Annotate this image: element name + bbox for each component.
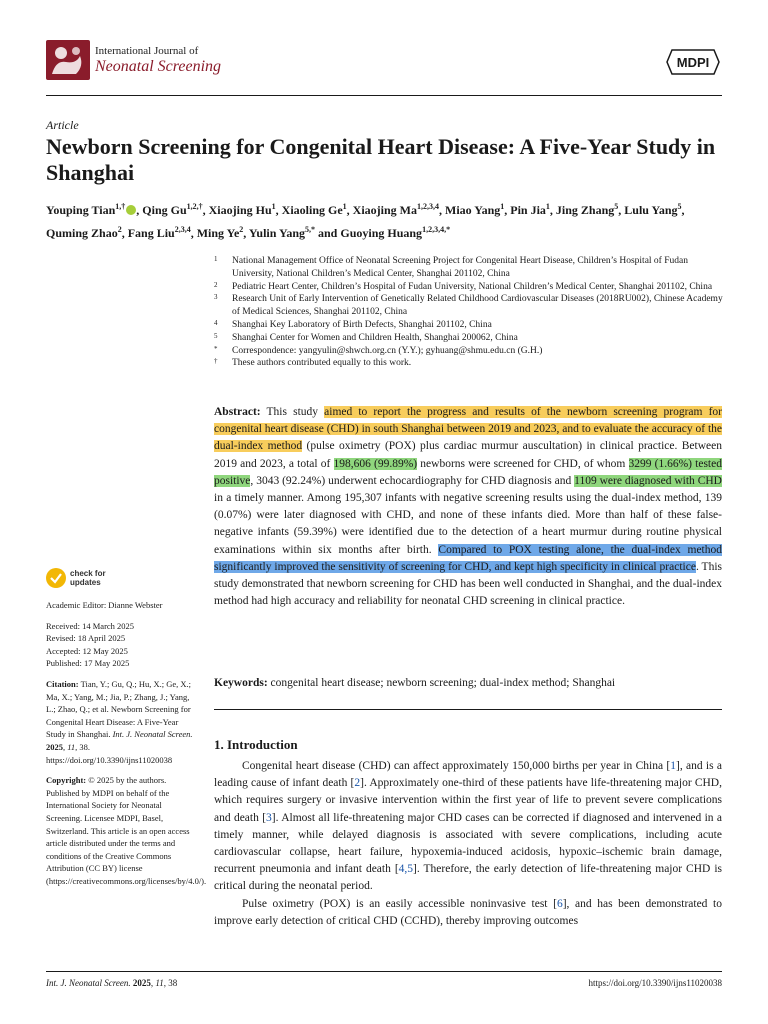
affiliation-item <box>214 357 724 370</box>
journal-name-line1: International Journal of <box>95 45 199 57</box>
affiliation-mark: 2 <box>214 280 218 289</box>
author-affiliation-marks: 2 <box>117 225 122 234</box>
abstract-text: , 3043 (92.24%) underwent echocardiography for CHD diagnosis and <box>250 474 575 487</box>
footer-article-number: , 38 <box>163 978 178 988</box>
mdpi-logo[interactable] <box>666 48 720 76</box>
citation-text: Tian, Y.; Gu, Q.; Hu, X.; Ge, X.; Ma, X.; Yang, M.; Jia, P.; Zhang, J.; Yang, L.; Zhao, Q.; et al. Newborn Screening for Congenital Heart Disease: A Five-Year Study in Shanghai. <box>46 678 192 740</box>
reference-link[interactable]: 1 <box>670 760 676 772</box>
body-text: Congenital heart disease (CHD) can affect approximately 150,000 births per year in China [ <box>242 760 671 772</box>
author-name: Pin Jia <box>510 203 546 217</box>
author[interactable] <box>209 203 276 217</box>
citation: Citation: Tian, Y.; Gu, Q.; Hu, X.; Ge, X.; Ma, X.; Yang, M.; Jia, P.; Zhang, J.; Yang, L.; Zhao, Q.; et al. Newborn Screening for Congenital Heart Disease: A Five-Year Study in Shanghai. Int. J. Neonatal Screen. 2025, 11, 38. https://doi.org/10.3390/ijns11020038 <box>46 678 193 765</box>
journal-logo <box>46 40 90 80</box>
author-name: Ming Ye <box>196 226 240 240</box>
affiliation-text: These authors contributed equally to this work. <box>232 358 412 369</box>
body-text: ], and is a leading cause of infant death [ <box>214 760 722 790</box>
keywords-divider <box>214 709 722 710</box>
author-list: Youping Tian$^{1,\dagger}$ , Qing $Gu^{1,2,\dagger}$, Xiaojing Hu$^1$, Xiaoling Ge$^1$, Xiaojing Ma$^{1,2,3,4}$, Miao Yang$^1$, Pin Jia$^1$, Jing Zhang$^5$, Lulu Yang$^5$, Quming Zhao$^2$, Fang Liu$^{2,3,4}$, Ming Ye$^2$, Yulin Yang$^{5,*}$ and Guoying Huang$^{1,2,3,4,*}$ <box>46 202 685 240</box>
author-affiliation-marks: 5 <box>614 202 619 211</box>
abstract-text: (pulse oximetry (POX) plus cardiac murmur auscultation) in clinical practice. Between 2019 and 2023, a total of <box>214 440 722 470</box>
author-affiliation-marks: 5 <box>677 202 682 211</box>
affiliation-text: National Management Office of Neonatal Screening Project for Congenital Heart Disease, Children’s Hospital of Fudan University, National Children’s Medical Center, Shanghai 201102, China <box>232 256 688 279</box>
affiliation-item <box>214 293 724 319</box>
body-text: ], and has been demonstrated to improve early detection of critical CHD (CCHD), thereby improving outcomes <box>214 897 722 927</box>
abstract-text: This study <box>260 406 325 418</box>
author[interactable] <box>282 203 347 217</box>
footer-doi[interactable]: https://doi.org/10.3390/ijns11020038 <box>588 978 722 988</box>
affiliation-mark: † <box>214 357 218 366</box>
author[interactable] <box>624 203 681 217</box>
reference-link[interactable]: 4,5 <box>398 863 414 876</box>
author[interactable] <box>128 226 191 240</box>
footer-volume: 11 <box>155 978 164 988</box>
introduction-body <box>214 758 722 930</box>
affiliations <box>214 255 724 370</box>
author-affiliation-marks: 1 <box>271 202 276 211</box>
affiliation-item <box>214 255 724 281</box>
check-updates-line2: updates <box>70 578 101 587</box>
footer-journal: Int. J. Neonatal Screen. <box>46 978 131 988</box>
affiliation-item <box>214 281 724 294</box>
author[interactable] <box>340 226 450 240</box>
author[interactable] <box>142 203 202 217</box>
article-type: Article <box>46 118 79 132</box>
citation-doi[interactable]: , 38. https://doi.org/10.3390/ijns11020038 <box>46 741 173 765</box>
highlighted-text: Compared to POX testing alone, the dual-index method significantly improved the sensitivity of screening for CHD, and kept high specificity in clinical practice <box>214 543 722 573</box>
article-title: Newborn Screening for Congenital Heart Disease: A Five-Year Study in Shanghai <box>46 134 716 185</box>
author-affiliation-marks: 1 <box>342 202 347 211</box>
section-heading-introduction: 1. Introduction <box>214 737 298 752</box>
affiliation-text: Research Unit of Early Intervention of Genetically Related Childhood Cardiovascular Diseases (2018RU002), Chinese Academy of Medical Sciences, Shanghai 201102, China <box>232 294 723 318</box>
author[interactable] <box>197 226 244 240</box>
affiliation-mark: 1 <box>214 255 218 263</box>
abstract <box>214 404 722 610</box>
author-name: Qing Gu <box>142 203 187 217</box>
abstract-text: in a timely manner. Among 195,307 infants with negative screening results using the dual-index method, 139 (0.07%) were later diagnosed with CHD, and none of these infants died. More than half of these false-negative infants (59.39%) were identified due to the detection of a heart murmur during routine physical examinations within six months after birth. <box>214 492 722 556</box>
author-affiliation-marks: 1 <box>545 202 550 211</box>
author-name: Yulin Yang <box>248 226 305 240</box>
keywords-label: Keywords: <box>214 677 268 689</box>
orcid-icon[interactable] <box>126 205 136 215</box>
author-name: Xiaojing Hu <box>208 203 272 217</box>
affiliation-item <box>214 345 724 358</box>
affiliation-text: Shanghai Key Laboratory of Birth Defects, Shanghai 201102, China <box>232 319 492 330</box>
paragraph <box>214 758 722 896</box>
author[interactable] <box>445 203 504 217</box>
author-name: Jing Zhang <box>555 203 615 217</box>
check-icon <box>46 568 66 588</box>
affiliation-text: Pediatric Heart Center, Children’s Hospital of Fudan University, National Children’s Medical Center, Shanghai 201102, China <box>232 281 713 292</box>
header-divider <box>46 95 722 96</box>
citation-label: Citation: <box>46 678 79 689</box>
highlighted-text: 198,606 (99.89%) <box>333 457 418 470</box>
author-affiliation-marks: 1,2,† <box>186 202 203 211</box>
reference-link[interactable]: 6 <box>556 897 563 910</box>
footer-divider <box>46 971 722 972</box>
keywords <box>214 675 722 691</box>
article-dates <box>46 620 198 670</box>
keywords-text: congenital heart disease; newborn screening; dual-index method; Shanghai <box>270 677 616 689</box>
author-name: Lulu Yang <box>624 203 678 217</box>
affiliation-mark: 3 <box>214 293 218 302</box>
affiliation-mark: 5 <box>214 331 218 340</box>
footer-citation: Int. J. Neonatal Screen. 2025, 11, 38 <box>46 978 178 988</box>
check-for-updates-badge[interactable] <box>46 568 126 592</box>
author-name: Youping Tian <box>46 203 116 217</box>
abstract-text: . This study demonstrated that newborn screening for CHD has been well conducted in Shanghai, and the dual-index method had high accuracy and reliability for neonatal CHD screening in clinical practice. <box>214 560 722 608</box>
author[interactable] <box>353 203 439 217</box>
copyright <box>46 774 207 887</box>
copyright-text: © 2025 by the authors. Published by MDPI on behalf of the International Society for Neonatal Screening. Licensee MDPI, Basel, Switzerland. This article is an open access article distributed under the terms and conditions of the Creative Commons Attribution (CC BY) license (https://creativecommons.org/licenses/by/4.0/). <box>46 775 207 886</box>
copyright-label: Copyright: <box>46 775 87 786</box>
reference-link[interactable]: 3 <box>266 811 272 824</box>
highlighted-text: 3299 (1.66%) tested positive <box>214 457 722 487</box>
reference-link[interactable]: 2 <box>354 777 361 790</box>
abstract-text: newborns were screened for CHD, of whom <box>417 457 629 470</box>
body-text: ]. Almost all life-threatening major CHD cases can be corrected if diagnosed and intervened in a timely manner, while delayed diagnosis is associated with severe complications, including acute cardiovascular collapse, heart failure, hypoxemia-induced acidosis, hypoxic–ischemic brain damage, recurrent pneumonia and infant death [ <box>214 811 722 876</box>
author-affiliation-marks: 1,2,3,4,* <box>422 225 451 234</box>
author[interactable] <box>556 203 618 217</box>
author-affiliation-marks: 2,3,4 <box>174 225 191 234</box>
author-affiliation-marks: 1,2,3,4 <box>417 202 440 211</box>
paragraph <box>214 896 722 930</box>
author-affiliation-marks: 5,* <box>305 225 315 234</box>
citation-year: 2025 <box>46 741 63 752</box>
date-line: Published: 17 May 2025 <box>46 658 130 669</box>
article-sidebar <box>46 599 207 895</box>
abstract-label: Abstract: <box>214 406 261 418</box>
author-name: Xiaoling Ge <box>281 203 343 217</box>
date-line: Revised: 18 April 2025 <box>46 633 126 644</box>
author-name: Miao Yang <box>445 203 501 217</box>
body-text: ]. Approximately one-third of these patients have life-threatening major CHD, which requires surgery or invasive intervention within the first year of life to prevent severe complications and death [ <box>214 777 722 824</box>
body-text: Pulse oximetry (POX) is an easily accessible noninvasive test [ <box>242 897 557 910</box>
author-affiliation-marks: 2 <box>239 225 244 234</box>
author[interactable] <box>249 226 315 240</box>
citation-volume: 11 <box>67 741 76 752</box>
affiliation-item <box>214 319 724 332</box>
affiliation-mark: 4 <box>214 318 218 327</box>
author-name: Xiaojing Ma <box>352 203 418 217</box>
author[interactable] <box>510 203 550 217</box>
date-line: Received: 14 March 2025 <box>46 620 135 631</box>
author-name: Fang Liu <box>127 226 175 240</box>
author-affiliation-marks: 1,† <box>115 202 126 211</box>
affiliation-item <box>214 332 724 345</box>
affiliation-mark: * <box>214 344 218 353</box>
publisher-name: MDPI <box>676 55 710 70</box>
affiliation-text: Shanghai Center for Women and Children Health, Shanghai 200062, China <box>232 332 518 343</box>
highlighted-text: 1109 were diagnosed with CHD <box>574 474 722 487</box>
academic-editor: Academic Editor: Dianne Webster <box>46 600 163 610</box>
body-text: ]. Therefore, the early detection of life-threatening major CHD is critical during the neonatal period. <box>214 863 722 893</box>
highlighted-text: aimed to report the progress and results of the newborn screening program for congenital heart disease (CHD) in south Shanghai between 2019 and 2023, and to evaluate the accuracy of the dual-index method <box>214 406 722 453</box>
author-name: Guoying Huang <box>340 226 423 240</box>
citation-journal: Int. J. Neonatal Screen. <box>112 729 193 740</box>
footer-year: 2025 <box>132 978 151 988</box>
journal-name-line2: Neonatal Screening <box>95 58 222 75</box>
date-line: Accepted: 12 May 2025 <box>46 645 128 656</box>
author[interactable] <box>46 203 136 217</box>
author-affiliation-marks: 1 <box>500 202 505 211</box>
author[interactable] <box>46 226 122 240</box>
check-updates-line1: check for <box>70 569 106 578</box>
author-name: Quming Zhao <box>46 226 118 240</box>
affiliation-text: Correspondence: yangyulin@shwch.org.cn (Y.Y.); gyhuang@shmu.edu.cn (G.H.) <box>232 345 543 356</box>
